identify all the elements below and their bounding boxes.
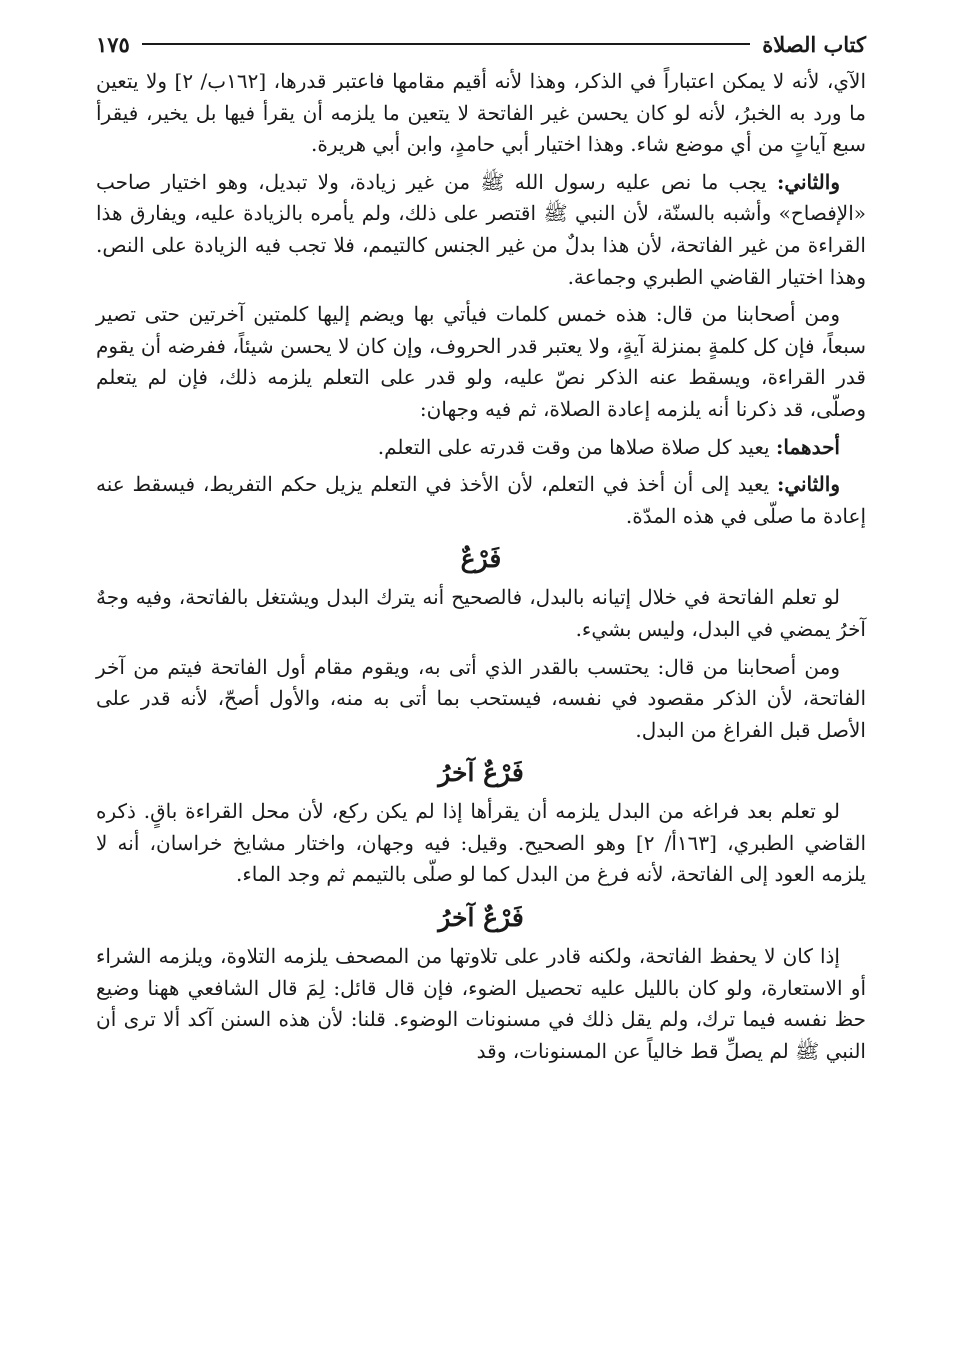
document-page (96, 22, 866, 1073)
book-title: كتاب الصلاة (762, 31, 866, 57)
page-number: ١٧٥ (96, 31, 130, 57)
header-rule (142, 43, 750, 45)
paragraph: ومن أصحابنا من قال: هذه خمس كلمات فيأتي بها ويضم إليها كلمتين آخرتين حتى تصير سبعاً، فإن كل كلمةٍ بمنزلة آيةٍ، ولا يعتبر قدر الحروف، وإن كان لا يحسن شيئاً، ففرضه أن يقوم قدر القراءة، ويسقط عنه الذكر نصّ عليه، ولو قدر على التعلم يلزمه ذلك، فإن لم يتعلم وصلّى، قد ذكرنا أنه يلزمه إعادة الصلاة، ثم فيه وجهان: (96, 302, 866, 421)
paragraph: والثاني: يجب ما نص عليه رسول الله ﷺ من غير زيادة، ولا تبديل، وهو اختيار صاحب «الإفصاح» وأشبه بالسنّة، لأن النبي ﷺ اقتصر على ذلك، ولم يأمره بالزيادة عليه، ويفارق هذا القراءة من غير الفاتحة، لأن هذا بدلٌ من غير الجنس كالتيمم، فلا تجب فيه الزيادة على النص. وهذا اختيار القاضي الطبري وجماعة. (96, 169, 866, 289)
paragraph-lead: أحدهما: (775, 434, 840, 459)
paragraph: لو تعلم الفاتحة في خلال إتيانه بالبدل، فالصحيح أنه يترك البدل ويشتغل بالفاتحة، وفيه وجهٌ آخرُ يمضي في البدل، وليس بشيء. (96, 585, 866, 641)
section-heading: فَرْعٌ (460, 544, 502, 574)
paragraph-lead: والثاني: (776, 472, 840, 497)
paragraph: ومن أصحابنا من قال: يحتسب بالقدر الذي أتى به، ويقوم مقام أول الفاتحة فيتم من آخر الفاتحة، لأن الذكر مقصود في نفسه، فيستحب بما أتى به منه، والأول أصحّ، لأنه قدر على الأصل قبل الفراغ من البدل. (96, 654, 866, 742)
paragraph: إذا كان لا يحفظ الفاتحة، ولكنه قادر على تلاوتها من المصحف يلزمه التلاوة، ويلزمه الشراء أو الاستعارة، ولو كان بالليل عليه تحصيل الضوء، فإن قال قائل: لِمَ قال الشافعي ههنا وضيع حظ نفسه فيما ترك، ولم يقل ذلك في مسنونات الوضوء. قلنا: لأن هذه السنن آكد ألا ترى أن النبي ﷺ لم يصلِّ قط خالياً عن المسنونات، وقد (96, 944, 866, 1063)
paragraph-lead: والثاني: (776, 169, 840, 194)
section-heading: فَرْعٌ آخرُ (438, 758, 524, 788)
section-heading: فَرْعٌ آخرُ (438, 903, 524, 933)
paragraph: الآي، لأنه لا يمكن اعتباراً في الذكر، وهذا لأنه أقيم مقامها فاعتبر قدرها، [١٦٢ب/ ٢] ولا يتعين ما ورد به الخبرُ، لأنه لو كان يحسن غير الفاتحة لا يتعين ما يلزمه أن يقرأ فيها بل يخير، فيقرأ سبع آياتٍ من أي موضع شاء. وهذا اختيار أبي حامدٍ، وابن أبي هريرة. (96, 69, 866, 157)
paragraph: لو تعلم بعد فراغه من البدل يلزمه أن يقرأها إذا لم يكن ركع، لأن محل القراءة باقٍ. ذكره القاضي الطبري، [١٦٣أ/ ٢] وهو الصحيح. وقيل: فيه وجهان، واختار مشايخ خراسان، أنه لا يلزمه العود إلى الفاتحة، لأنه فرغ من البدل كما لو صلّى بالتيمم ثم وجد الماء. (96, 799, 866, 887)
running-header (96, 22, 866, 66)
paragraph: أحدهما: يعيد كل صلاة صلاها من وقت قدرته على التعلم. (377, 434, 840, 459)
paragraph: والثاني: يعيد إلى أن أخذ في التعلم، لأن الأخذ في التعلم يزيل حكم التفريط، فيسقط عنه إعادة ما صلّى في هذه المدّة. (96, 472, 866, 528)
